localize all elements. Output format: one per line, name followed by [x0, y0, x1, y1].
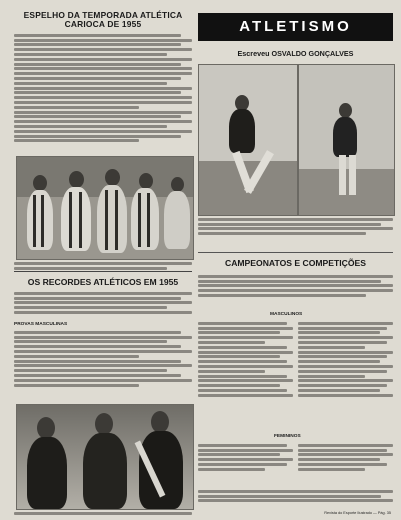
results-col-b	[298, 320, 393, 432]
records-intro	[14, 290, 192, 320]
feminine-header: FEMININOS	[274, 434, 301, 439]
masculine-header: MASCULINOS	[270, 312, 303, 317]
photos-caption	[198, 216, 393, 248]
records-header: PROVAS MASCULINAS	[14, 322, 68, 327]
results-col-a	[198, 320, 293, 432]
section-banner: ATLETISMO	[198, 13, 393, 41]
athletes-photo	[16, 404, 194, 510]
left-column	[14, 8, 192, 516]
right-column	[198, 8, 393, 516]
records-title: OS RECORDES ATLÉTICOS EM 1955	[27, 277, 179, 287]
results-col-c	[198, 442, 293, 486]
runner-photo	[198, 64, 298, 216]
team-photo-caption	[14, 260, 192, 270]
championships-intro	[198, 273, 393, 309]
byline: Escreveu OSVALDO GONÇALVES	[237, 49, 354, 58]
article-title	[14, 11, 192, 29]
page-footer: Revista do Esporte Ilustrado — Pág. 35	[324, 511, 391, 515]
records-list	[14, 329, 192, 401]
divider	[198, 252, 393, 253]
athletes-photo-caption	[14, 510, 192, 518]
article-title-line2: CARIOCA DE 1955	[64, 19, 142, 29]
championships-title: CAMPEONATOS E COMPETIÇÕES	[224, 258, 367, 268]
results-col-d	[298, 442, 393, 486]
closing-text	[198, 488, 393, 510]
team-photo	[16, 156, 194, 260]
article-title-line1: ESPELHO DA TEMPORADA ATLÉTICA	[23, 10, 183, 20]
records-box	[14, 271, 192, 402]
athlete-photo	[298, 64, 395, 216]
intro-text	[14, 32, 192, 150]
